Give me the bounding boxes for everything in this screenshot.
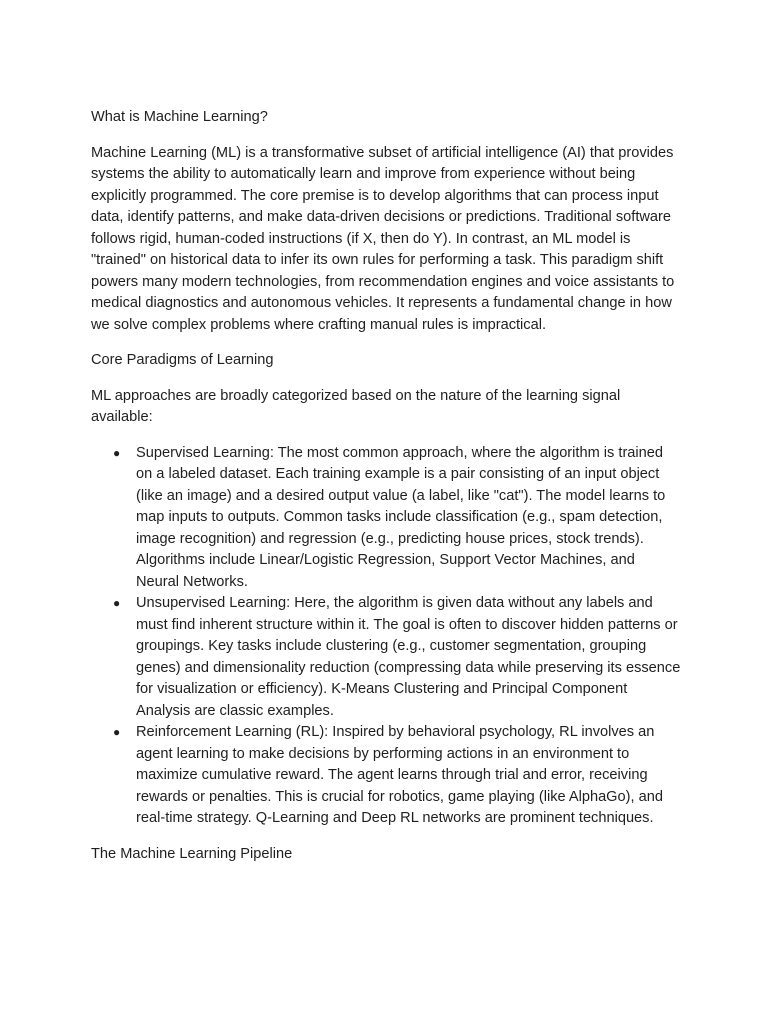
paragraph-ml-definition: Machine Learning (ML) is a transformative subset of artificial intelligence (AI) that provides systems the ability to automatically learn and improve from experience without being explicitly programmed. The core premise is to develop algorithms that can process input data, identify patterns, and make data-driven decisions or predictions. Traditional software follows rigid, human-coded instructions (if X, then do Y). In contrast, an ML model is "trained" on historical data to infer its own rules for performing a task. This paradigm shift powers many modern technologies, from recommendation engines and voice assistants to medical diagnostics and autonomous vehicles. It represents a fundamental change in how we solve complex problems where crafting manual rules is impractical.: [91, 144, 675, 333]
bullet-icon: ●: [113, 445, 121, 460]
heading-ml-pipeline: The Machine Learning Pipeline: [91, 845, 293, 862]
bullet-icon: ●: [113, 725, 121, 739]
list-item-text: Supervised Learning: The most common approach, where the algorithm is trained on a labeled dataset. Each training example is a pair consisting of an input object (like an image) and a desired output value (a label, like "cat"). The model learns to map inputs to outputs. Common tasks include classification (e.g., spam detection, image recognition) and regression (e.g., predicting house prices, stock trends). Algorithms include Linear/Logistic Regression, Support Vector Machines, and Neural Networks.: [136, 444, 666, 590]
document-page: [91, 107, 681, 879]
paragraph-ml-approaches: ML approaches are broadly categorized based on the nature of the learning signal available:: [91, 387, 621, 425]
list-item-supervised: [113, 443, 681, 594]
list-item-unsupervised: [113, 593, 681, 722]
list-item-reinforcement: [113, 722, 681, 830]
paradigms-list: [91, 443, 681, 830]
list-item-text: Reinforcement Learning (RL): Inspired by behavioral psychology, RL involves an agent learning to make decisions by performing actions in an environment to maximize cumulative reward. The agent learns through trial and error, receiving rewards or penalties. This is crucial for robotics, game playing (like AlphaGo), and real-time strategy. Q-Learning and Deep RL networks are prominent techniques.: [136, 724, 663, 826]
heading-core-paradigms: Core Paradigms of Learning: [91, 352, 274, 368]
list-item-text: Unsupervised Learning: Here, the algorithm is given data without any labels and must find inherent structure within it. The goal is often to discover hidden patterns or groupings. Key tasks include clustering (e.g., customer segmentation, grouping genes) and dimensionality reduction (compressing data while preserving its essence for visualization or efficiency). K-Means Clustering and Principal Component Analysis are classic examples.: [136, 595, 681, 719]
heading-what-is-ml: What is Machine Learning?: [91, 109, 268, 125]
bullet-icon: ●: [113, 596, 121, 610]
